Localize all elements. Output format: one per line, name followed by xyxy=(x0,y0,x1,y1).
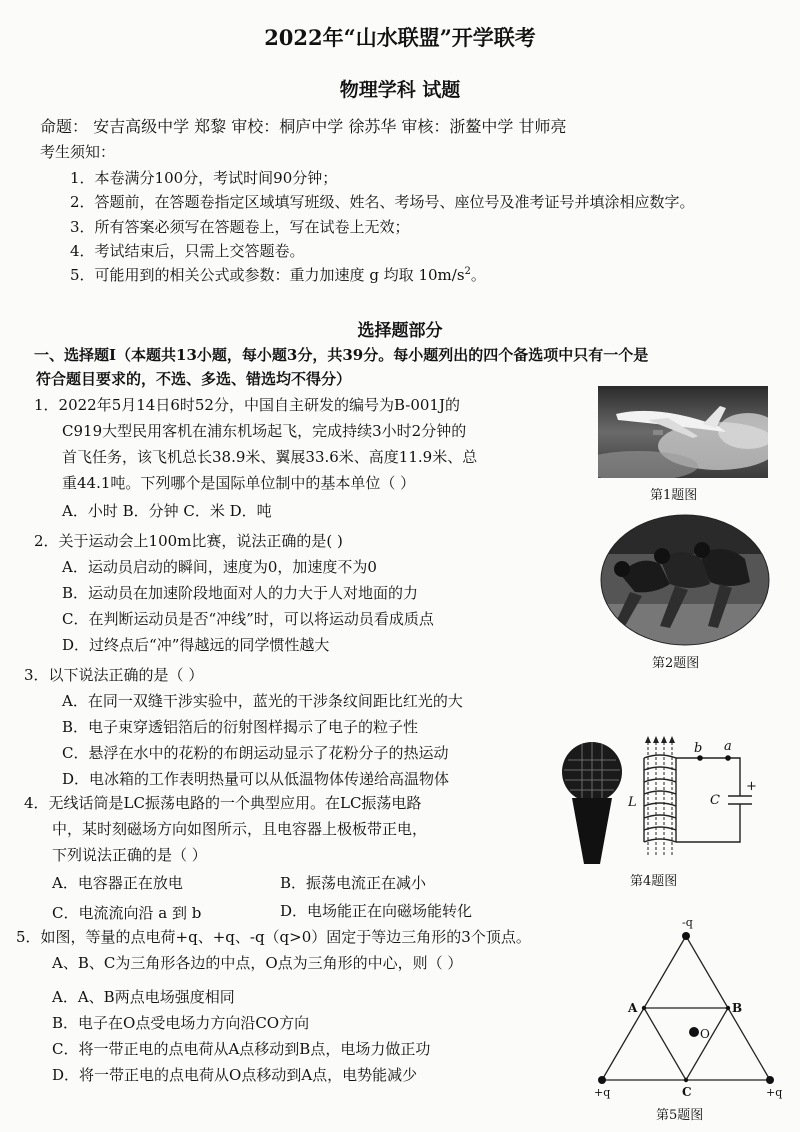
notice-item-5-end: 。 xyxy=(470,266,486,284)
q2-option-b: B．运动员在加速阶段地面对人的力大于人对地面的力 xyxy=(62,584,419,602)
center-o-label: O xyxy=(700,1027,710,1041)
plate-plus-label: + xyxy=(746,779,757,794)
q2-caption: 第2题图 xyxy=(652,656,700,671)
q1-line2: C919大型民用客机在浦东机场起飞，完成持续3小时2分钟的 xyxy=(62,422,467,440)
q5-option-d: D．将一带正电的点电荷从O点移动到A点，电势能减少 xyxy=(52,1066,418,1084)
q3-option-d: D．电冰箱的工作表明热量可以从低温物体传递给高温物体 xyxy=(62,770,450,788)
notice-item-5-text: 5．可能用到的相关公式或参数：重力加速度 g 均取 10m/s xyxy=(70,266,465,284)
section-title: 选择题部分 xyxy=(357,321,443,341)
q2-option-a: A．运动员启动的瞬间，速度为0，加速度不为0 xyxy=(62,558,377,576)
notice-item-1: 1．本卷满分100分，考试时间90分钟； xyxy=(70,169,338,187)
q4-option-d: D．电场能正在向磁场能转化 xyxy=(280,902,473,920)
vertex-left-label: +q xyxy=(594,1086,611,1099)
capacitor-label: C xyxy=(710,793,720,808)
q5-caption: 第5题图 xyxy=(656,1108,704,1123)
q1-line1: 1．2022年5月14日6时52分，中国自主研发的编号为B-001J的 xyxy=(34,396,460,414)
credits-line: 命题： 安吉高级中学 郑黎 审校：桐庐中学 徐苏华 审核：浙鳌中学 甘师亮 xyxy=(40,117,567,136)
exam-subtitle: 物理学科 试题 xyxy=(339,79,461,101)
midpoint-a-label: A xyxy=(628,1001,638,1015)
q5-line1: 5．如图，等量的点电荷+q、+q、-q（q>0）固定于等边三角形的3个顶点。 xyxy=(16,928,531,946)
midpoint-c-label: C xyxy=(682,1085,692,1099)
q2-stem: 2．关于运动会上100m比赛，说法正确的是( ) xyxy=(34,532,343,550)
q3-option-b: B．电子束穿透铝箔后的衍射图样揭示了电子的粒子性 xyxy=(62,718,419,736)
point-b-label: b xyxy=(694,741,703,756)
q5-line2: A、B、C为三角形各边的中点，O点为三角形的中心，则（ ） xyxy=(52,954,463,972)
q4-option-b: B．振荡电流正在减小 xyxy=(280,874,427,892)
q5-option-c: C．将一带正电的点电荷从A点移动到B点，电场力做正功 xyxy=(52,1040,431,1058)
q3-option-a: A．在同一双缝干涉实验中，蓝光的干涉条纹间距比红光的大 xyxy=(62,692,463,710)
q1-airplane-photo xyxy=(598,386,768,478)
vertex-right-label: +q xyxy=(766,1086,783,1099)
part-instructions-line1: 一、选择题Ⅰ（本题共13小题，每小题3分，共39分。每小题列出的四个备选项中只有一个是 xyxy=(34,346,649,364)
part-instructions-line2: 符合题目要求的，不选、多选、错选均不得分） xyxy=(36,370,352,388)
q3-option-c: C．悬浮在水中的花粉的布朗运动显示了花粉分子的热运动 xyxy=(62,744,449,762)
q2-option-c: C．在判断运动员是否“冲线”时，可以将运动员看成质点 xyxy=(62,610,434,628)
notice-item-4: 4．考试结束后，只需上交答题卷。 xyxy=(70,242,305,260)
notice-item-3: 3．所有答案必须写在答题卷上，写在试卷上无效； xyxy=(70,218,410,236)
q4-line2: 中，某时刻磁场方向如图所示，且电容器上极板带正电， xyxy=(52,820,428,838)
microphone-icon xyxy=(560,738,624,868)
inductor-label: L xyxy=(628,795,637,810)
midpoint-b-label: B xyxy=(732,1001,743,1015)
unit-exponent: 2 xyxy=(464,266,471,277)
exam-title: 2022年“山水联盟”开学联考 xyxy=(264,25,536,50)
notice-item-2: 2．答题前，在答题卷指定区域填写班级、姓名、考场号、座位号及准考证号并填涂相应数字。 xyxy=(70,193,695,211)
charge-triangle-diagram xyxy=(590,914,790,1104)
q2-option-d: D．过终点后“冲”得越远的同学惯性越大 xyxy=(62,636,330,654)
vertex-top-label: -q xyxy=(682,916,693,929)
q4-option-a: A．电容器正在放电 xyxy=(52,874,183,892)
q5-option-a: A．A、B两点电场强度相同 xyxy=(52,988,235,1006)
notice-heading: 考生须知： xyxy=(40,143,116,161)
q3-stem: 3．以下说法正确的是（ ） xyxy=(24,666,204,684)
q4-caption: 第4题图 xyxy=(630,874,678,889)
point-a-label: a xyxy=(724,739,732,754)
q4-option-c: C．电流流向沿 a 到 b xyxy=(52,904,202,922)
q1-caption: 第1题图 xyxy=(650,488,698,503)
q1-options: A．小时 B．分钟 C．米 D．吨 xyxy=(62,502,272,520)
q5-option-b: B．电子在O点受电场力方向沿CO方向 xyxy=(52,1014,310,1032)
lc-circuit-diagram xyxy=(628,730,768,865)
q2-sprinters-photo xyxy=(600,514,770,646)
q1-line4: 重44.1吨。下列哪个是国际单位制中的基本单位（ ） xyxy=(62,474,416,492)
q4-line3: 下列说法正确的是（ ） xyxy=(52,846,207,864)
q1-line3: 首飞任务，该飞机总长38.9米、翼展33.6米、高度11.9米、总 xyxy=(62,448,478,466)
q4-line1: 4．无线话筒是LC振荡电路的一个典型应用。在LC振荡电路 xyxy=(24,794,422,812)
notice-item-5 xyxy=(70,264,486,285)
